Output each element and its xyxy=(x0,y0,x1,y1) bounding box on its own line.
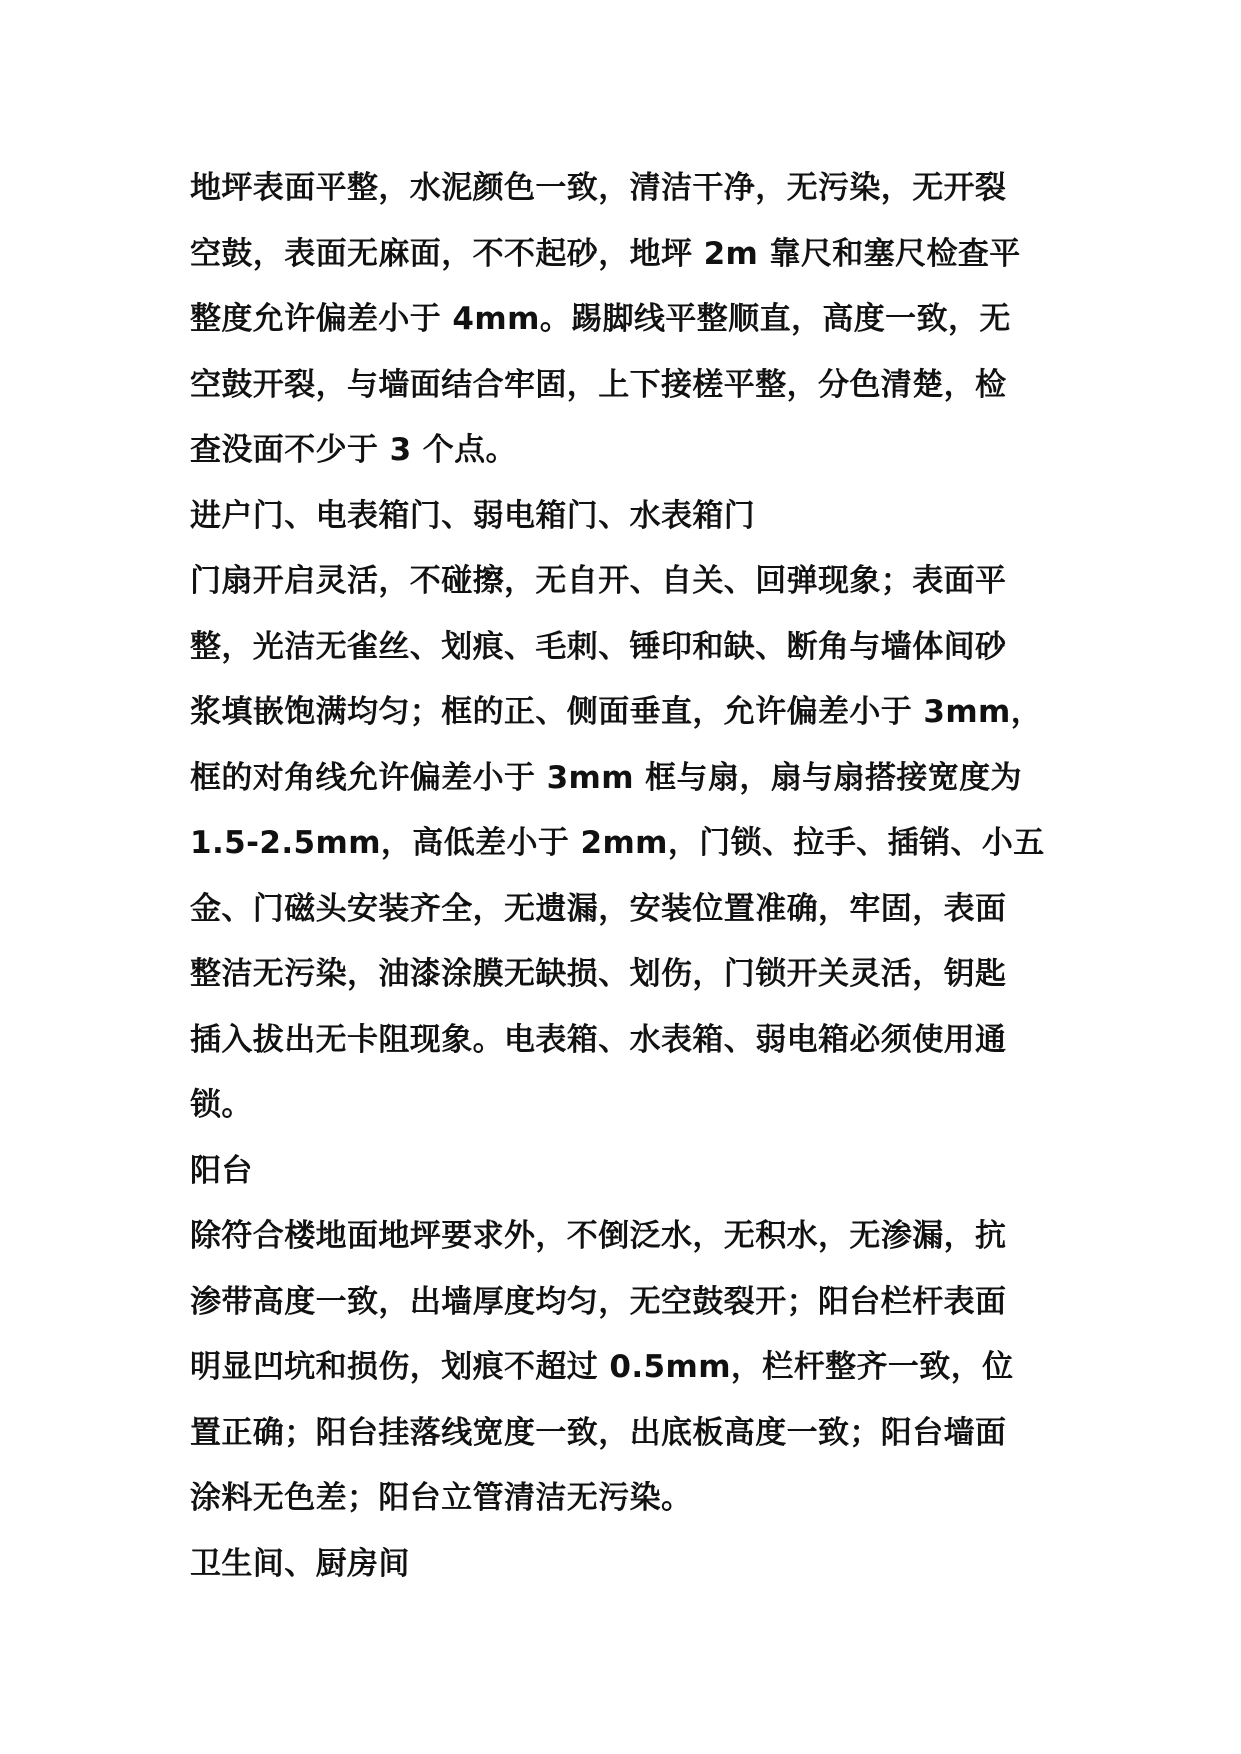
balcony-paragraph-line-1: 除符合楼地面地坪要求外，不倒泛水，无积水，无渗漏，抗 xyxy=(190,1218,1007,1254)
doors-paragraph-line-7: 整洁无污染，油漆涂膜无缺损、划伤，门锁开关灵活，钥匙 xyxy=(190,956,1007,992)
balcony-paragraph-line-2: 渗带高度一致，出墙厚度均匀，无空鼓裂开；阳台栏杆表面 xyxy=(190,1283,1007,1320)
doors-heading: 进户门、电表箱门、弱电箱门、水表箱门 xyxy=(190,497,756,534)
floor-paragraph-line-2: 空鼓，表面无麻面，不不起砂，地坪 2m 靠尺和塞尺检查平 xyxy=(190,235,1021,272)
doors-paragraph-line-2: 整，光洁无雀丝、划痕、毛刺、锤印和缺、断角与墙体间砂 xyxy=(190,628,1007,665)
doors-paragraph-line-6: 金、门磁头安装齐全，无遗漏，安装位置准确，牢固，表面 xyxy=(190,890,1007,927)
doors-paragraph-line-3: 浆填嵌饱满均匀；框的正、侧面垂直，允许偏差小于 3mm， xyxy=(190,694,1043,730)
balcony-paragraph-line-3: 明显凹坑和损伤，划痕不超过 0.5mm，栏杆整齐一致，位 xyxy=(190,1349,1014,1385)
floor-paragraph-line-5: 查没面不少于 3 个点。 xyxy=(190,432,517,468)
balcony-heading: 阳台 xyxy=(190,1152,253,1189)
doors-paragraph-line-1: 门扇开启灵活，不碰擦，无自开、自关、回弹现象；表面平 xyxy=(190,563,1007,599)
floor-paragraph-line-3: 整度允许偏差小于 4mm。踢脚线平整顺直，高度一致，无 xyxy=(190,301,1011,337)
bathroom-kitchen-heading: 卫生间、厨房间 xyxy=(190,1545,410,1582)
doors-paragraph-line-8: 插入拔出无卡阻现象。电表箱、水表箱、弱电箱必须使用通 xyxy=(190,1021,1007,1058)
document-body xyxy=(190,156,1060,1597)
floor-paragraph-line-1: 地坪表面平整，水泥颜色一致，清洁干净，无污染，无开裂 xyxy=(190,170,1007,206)
floor-paragraph-line-4: 空鼓开裂，与墙面结合牢固，上下接槎平整，分色清楚，检 xyxy=(190,366,1007,403)
balcony-paragraph-line-5: 涂料无色差；阳台立管清洁无污染。 xyxy=(190,1480,693,1516)
balcony-paragraph-line-4: 置正确；阳台挂落线宽度一致，出底板高度一致；阳台墙面 xyxy=(190,1414,1007,1451)
doors-paragraph-line-4: 框的对角线允许偏差小于 3mm 框与扇，扇与扇搭接宽度为 xyxy=(190,759,1022,796)
doors-paragraph-line-5: 1.5-2.5mm，高低差小于 2mm，门锁、拉手、插销、小五 xyxy=(190,825,1045,861)
doors-paragraph-line-9: 锁。 xyxy=(190,1087,253,1123)
